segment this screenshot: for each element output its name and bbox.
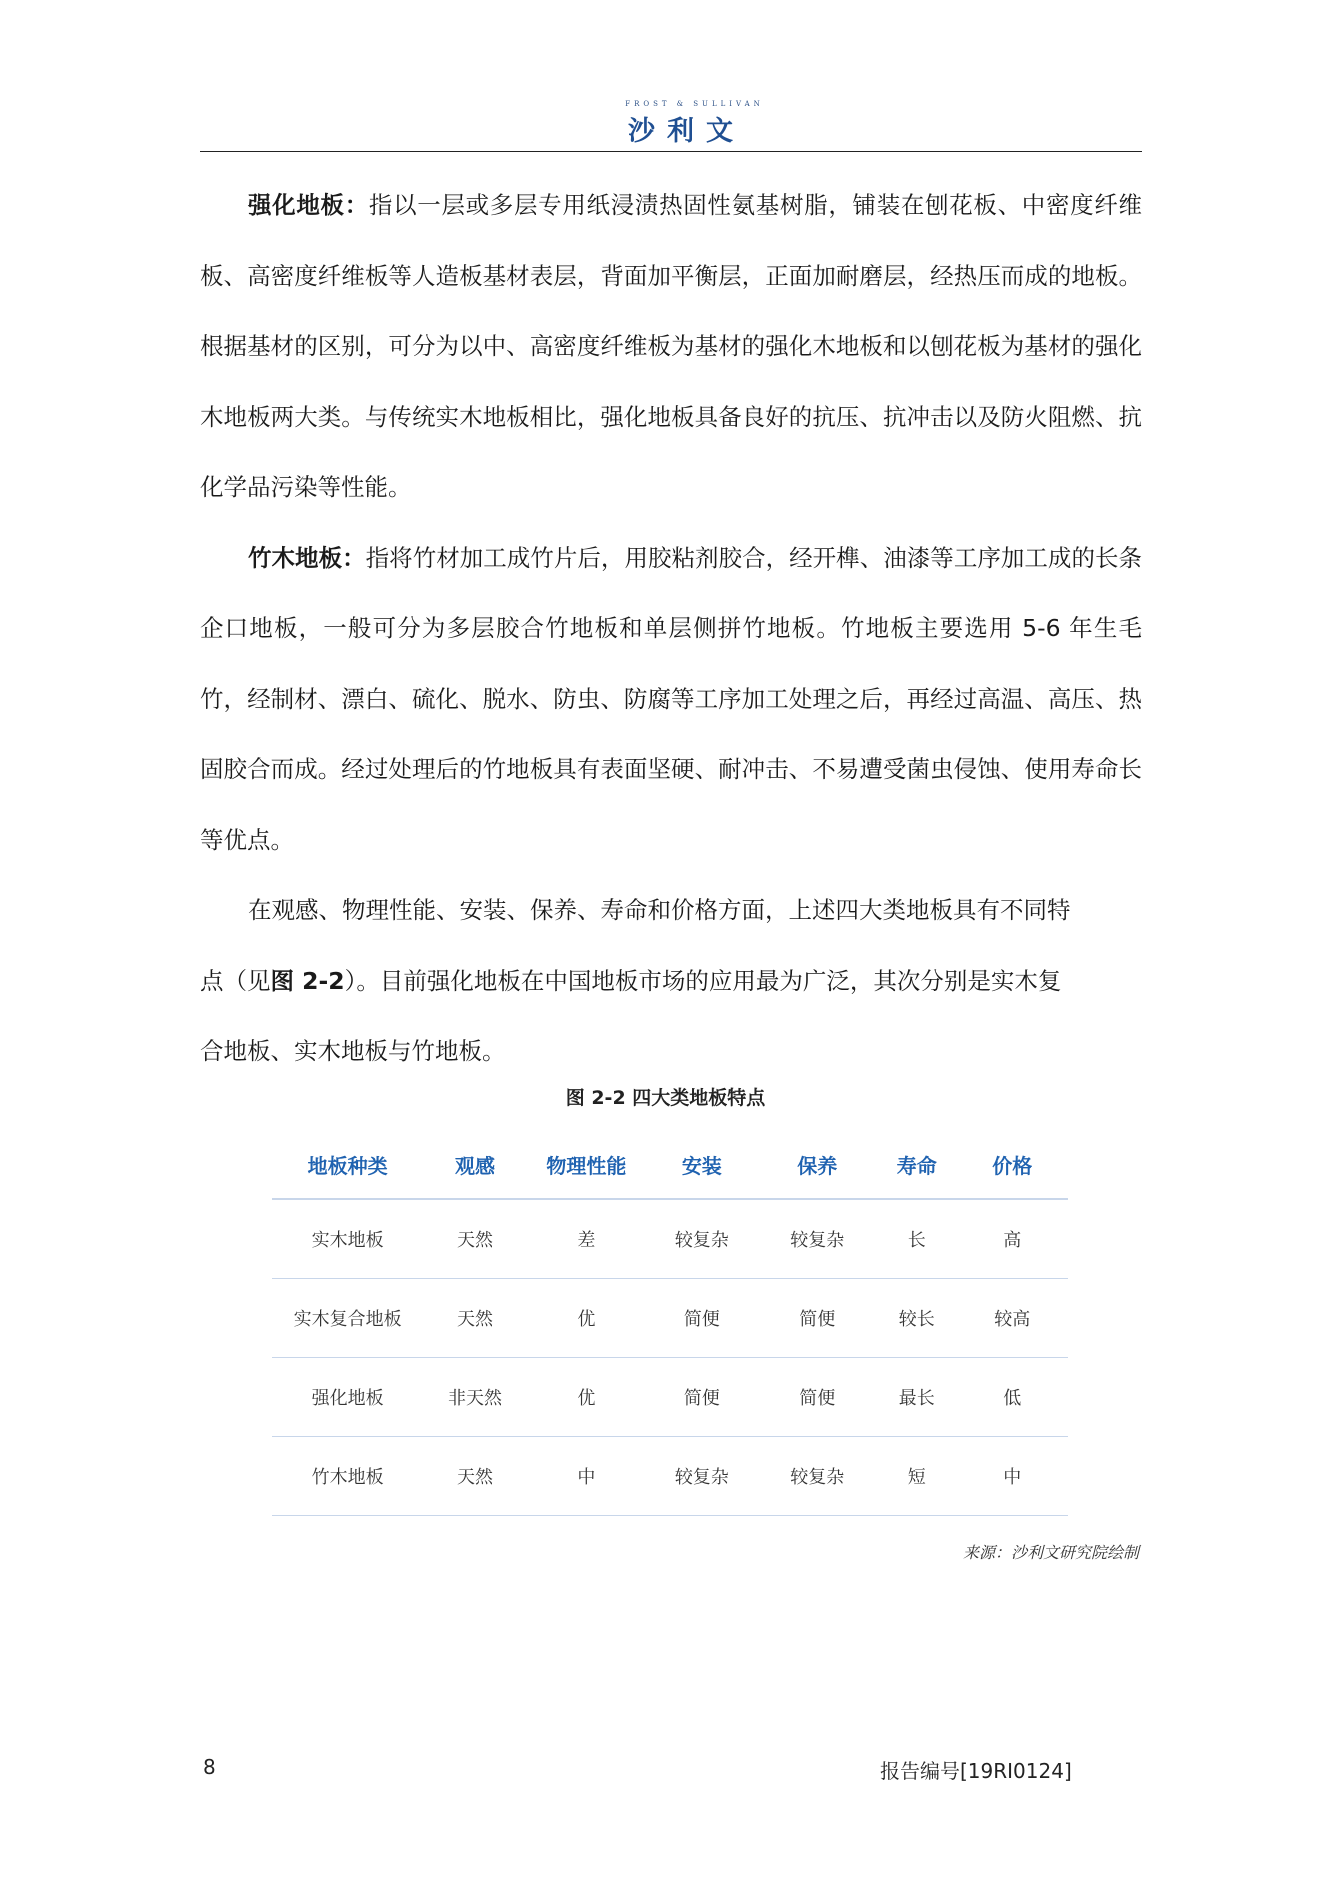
header-type: 地板种类 [272, 1130, 423, 1199]
page-number: 8 [203, 1755, 216, 1779]
table-cell: 较复杂 [758, 1199, 877, 1279]
table-header-row [272, 1130, 1068, 1199]
table-cell: 天然 [423, 1437, 526, 1516]
header-divider [200, 151, 1142, 152]
table-cell: 低 [957, 1358, 1068, 1437]
table-cell: 天然 [423, 1199, 526, 1279]
table-cell: 实木地板 [272, 1199, 423, 1279]
table-cell: 非天然 [423, 1358, 526, 1437]
term-laminate: 强化地板： [248, 191, 369, 219]
header-lifespan: 寿命 [877, 1130, 957, 1199]
figure-reference-link: 图 2-2 [270, 966, 345, 995]
paragraph-laminate-text: 指以一层或多层专用纸浸渍热固性氨基树脂，铺装在刨花板、中密度纤维板、高密度纤维板等人造板基材表层，背面加平衡层，正面加耐磨层，经热压而成的地板。根据基材的区别，可分为以中、高密度纤维板为基材的强化木地板和以刨花板为基材的强化木地板两大类。与传统实木地板相比，强化地板具备良好的抗压、抗冲击以及防火阻燃、抗化学品污染等性能。 [200, 191, 1143, 501]
paragraph-comparison-text-2: ）。目前强化地板在中国地板市场的应用最为广泛，其次分别是实木复合地板、实木地板与竹地板。 [200, 966, 1062, 1065]
table-cell: 最长 [877, 1358, 957, 1437]
table-cell: 较长 [877, 1279, 957, 1358]
table-cell: 优 [527, 1279, 646, 1358]
figure-source-note: 来源：沙利文研究院绘制 [962, 1543, 1139, 1562]
page-header [0, 100, 1331, 148]
table-row [272, 1279, 1068, 1358]
brand-logo-chinese: 沙利文 [628, 116, 745, 147]
header-maintenance: 保养 [758, 1130, 877, 1199]
paragraph-comparison [200, 875, 1080, 1087]
table-cell: 天然 [423, 1279, 526, 1358]
paragraph-bamboo [200, 523, 1142, 876]
brand-logo-english: FROST & SULLIVAN [625, 100, 764, 108]
table-cell: 中 [957, 1437, 1068, 1516]
table-row [272, 1199, 1068, 1279]
table-cell: 强化地板 [272, 1358, 423, 1437]
table-row [272, 1358, 1068, 1437]
table-cell: 较复杂 [758, 1437, 877, 1516]
table-cell: 简便 [758, 1358, 877, 1437]
header-look: 观感 [423, 1130, 526, 1199]
paragraph-bamboo-text: 指将竹材加工成竹片后，用胶粘剂胶合，经开榫、油漆等工序加工成的长条企口地板，一般可分为多层胶合竹地板和单层侧拼竹地板。竹地板主要选用 5-6 年生毛竹，经制材、漂白、硫化、脱水、防虫、防腐等工序加工处理之后，再经过高温、高压、热固胶合而成。经过处理后的竹地板具有表面坚硬、耐冲击、不易遭受菌虫侵蚀、使用寿命长等优点。 [200, 543, 1143, 854]
table-cell: 简便 [646, 1358, 757, 1437]
table-row [272, 1437, 1068, 1516]
paragraph-laminate [200, 170, 1142, 523]
table-cell: 简便 [758, 1279, 877, 1358]
table-cell: 实木复合地板 [272, 1279, 423, 1358]
table-cell: 中 [527, 1437, 646, 1516]
paragraph-comparison-text-1: 在观感、物理性能、安装、保养、寿命和价格方面，上述四大类地板具有不同特点（见 [200, 896, 1071, 995]
table-cell: 较复杂 [646, 1437, 757, 1516]
table-cell: 较复杂 [646, 1199, 757, 1279]
header-physical: 物理性能 [527, 1130, 646, 1199]
term-bamboo: 竹木地板： [248, 543, 366, 572]
header-install: 安装 [646, 1130, 757, 1199]
table-cell: 高 [957, 1199, 1068, 1279]
flooring-comparison-table [272, 1130, 1068, 1516]
table-cell: 竹木地板 [272, 1437, 423, 1516]
header-price: 价格 [957, 1130, 1068, 1199]
table-cell: 较高 [957, 1279, 1068, 1358]
figure-title: 图 2-2 四大类地板特点 [565, 1087, 766, 1109]
table-cell: 长 [877, 1199, 957, 1279]
table-cell: 短 [877, 1437, 957, 1516]
table-cell: 简便 [646, 1279, 757, 1358]
report-number: 报告编号[19RI0124] [880, 1759, 1072, 1783]
table-cell: 优 [527, 1358, 646, 1437]
table-cell: 差 [527, 1199, 646, 1279]
body-text [200, 170, 1142, 1087]
